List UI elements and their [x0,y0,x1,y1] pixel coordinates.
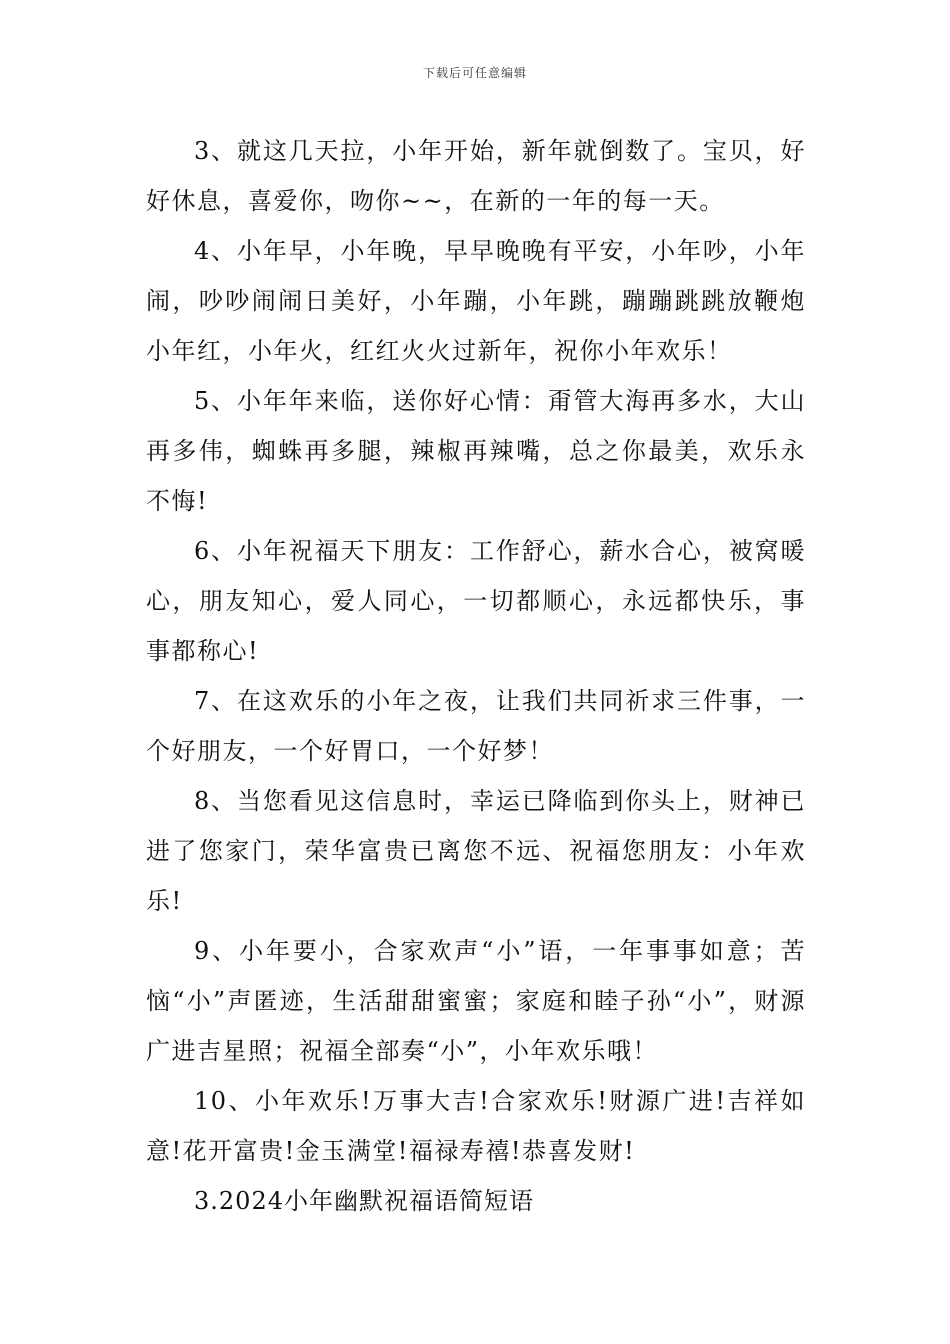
paragraph-8: 8、当您看见这信息时，幸运已降临到你头上，财神已进了您家门，荣华富贵已离您不远、祝福您朋友：小年欢乐! [146,787,806,915]
paragraph-9: 9、小年要小，合家欢声“小”语，一年事事如意；苦恼“小”声匿迹，生活甜甜蜜蜜；家庭和睦子孙“小”，财源广进吉星照；祝福全部奏“小”，小年欢乐哦！ [146,937,806,1065]
paragraph-7: 7、在这欢乐的小年之夜，让我们共同祈求三件事，一个好朋友，一个好胃口，一个好梦！ [146,687,806,765]
paragraph-10: 10、小年欢乐!万事大吉!合家欢乐!财源广进!吉祥如意!花开富贵!金玉满堂!福禄寿禧!恭喜发财! [146,1087,806,1165]
section-heading: 3.2024小年幽默祝福语简短语 [194,1187,534,1215]
paragraph-4: 4、小年早，小年晚，早早晚晚有平安，小年吵，小年闹，吵吵闹闹日美好，小年蹦，小年跳，蹦蹦跳跳放鞭炮小年红，小年火，红红火火过新年，祝你小年欢乐！ [146,237,806,365]
document-body [146,126,806,1226]
paragraph-6: 6、小年祝福天下朋友：工作舒心，薪水合心，被窝暖心，朋友知心，爱人同心，一切都顺心，永远都快乐，事事都称心! [146,537,806,665]
paragraph-3: 3、就这几天拉，小年开始，新年就倒数了。宝贝，好好休息，喜爱你，吻你~~，在新的一年的每一天。 [146,137,806,215]
paragraph-5: 5、小年年来临，送你好心情：甭管大海再多水，大山再多伟，蜘蛛再多腿，辣椒再辣嘴，总之你最美，欢乐永不悔! [146,387,806,515]
header-note: 下载后可任意编辑 [422,66,527,80]
